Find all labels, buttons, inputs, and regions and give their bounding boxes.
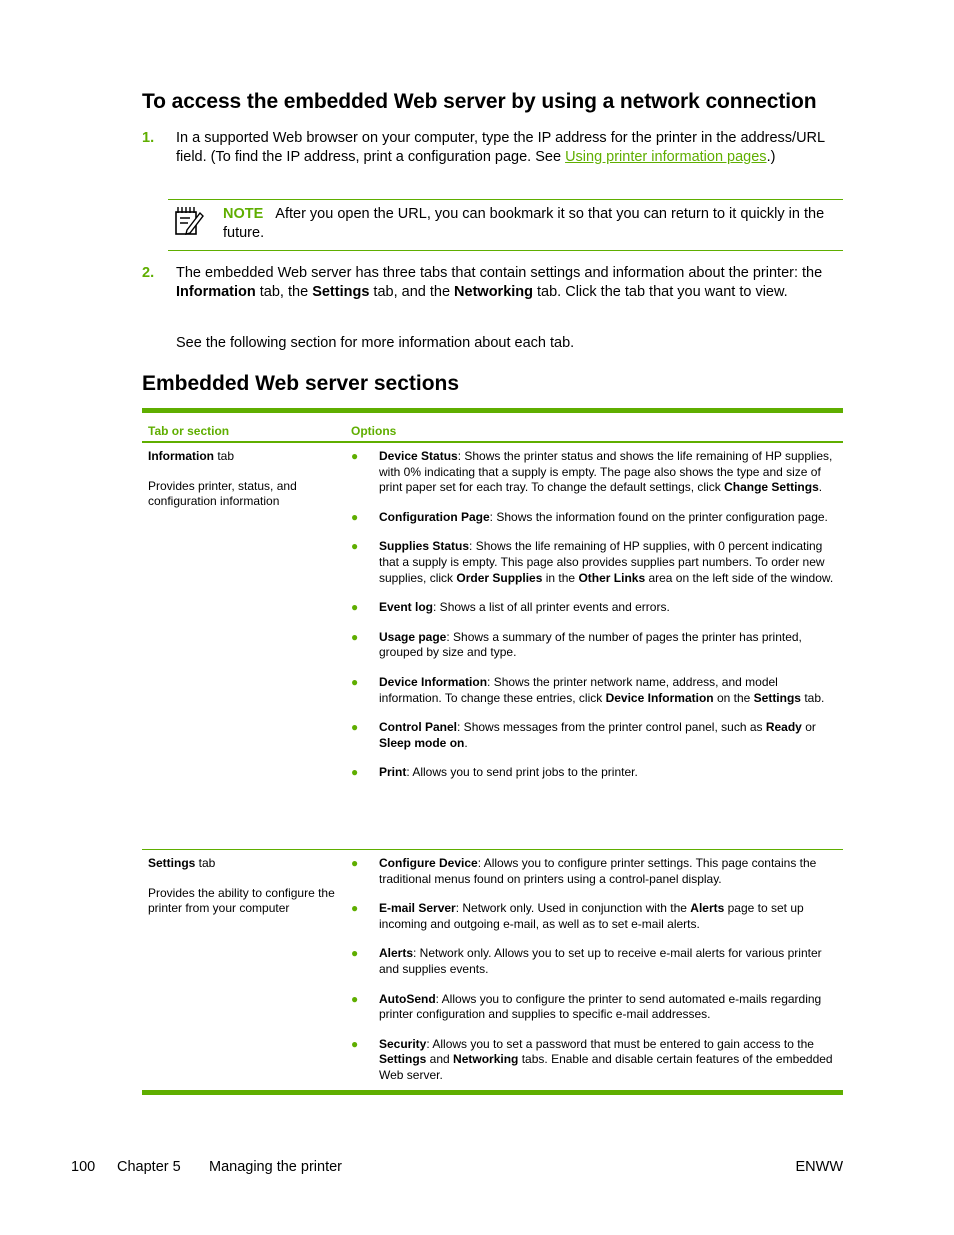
step-text-part: The embedded Web server has three tabs that contain settings and information about the printer: the (176, 265, 823, 281)
step-bold: Settings (312, 283, 370, 300)
footer-page-number: 100 (71, 1159, 96, 1175)
item-text: : Shows the printer network name, address, and model information. To change these entries, click (379, 674, 778, 705)
item-bold: Order Supplies (456, 570, 543, 585)
note-label: NOTE (223, 206, 264, 222)
bullet-icon: ● (351, 629, 359, 644)
bullet-icon: ● (351, 449, 359, 463)
step-2-paragraph: See the following section for more information about each tab. (176, 335, 575, 351)
table-row-settings (142, 850, 843, 1090)
tab-name-suffix: tab (214, 449, 235, 463)
note-box (168, 199, 843, 251)
row-label-cell (148, 449, 338, 510)
tab-name (148, 449, 338, 465)
footer-chapter: Chapter 5 (117, 1159, 181, 1175)
list-item (351, 449, 839, 496)
tab-name (148, 856, 338, 872)
item-text: on the (713, 690, 754, 705)
list-item (351, 946, 839, 977)
item-bold: Alerts (379, 946, 414, 961)
item-text: : Network only. Used in conjunction with the (455, 901, 691, 916)
list-item (351, 539, 839, 586)
item-bold: Alerts (690, 901, 725, 916)
item-bold: Supplies Status (379, 539, 470, 554)
item-text: page to set up incoming and outgoing e-mail, as well as to set e-mail alerts. (379, 901, 804, 931)
step-text-part: tab, and the (369, 283, 455, 300)
item-text: and (426, 1052, 454, 1067)
bullet-icon: ● (351, 509, 359, 524)
item-bold: Networking (453, 1052, 519, 1067)
item-text: tabs. Enable and disable certain features of the embedded Web server. (379, 1052, 833, 1082)
list-item (351, 901, 839, 932)
options-cell (351, 856, 839, 1098)
bullet-icon: ● (351, 856, 359, 870)
table-header (142, 413, 843, 443)
item-bold: Control Panel (379, 720, 458, 735)
footer-right: ENWW (795, 1159, 843, 1175)
step-text-part: tab. Click the tab that you want to view. (533, 283, 788, 300)
item-bold: Sleep mode on (379, 735, 465, 750)
item-bold: Settings (379, 1052, 427, 1067)
item-text: : Allows you to set a password that must be entered to gain access to the (426, 1036, 814, 1051)
item-bold: Device Status (379, 449, 458, 463)
step-text-part: .) (766, 148, 776, 165)
step-bold: Information (176, 283, 256, 300)
step-text (176, 264, 843, 301)
sections-heading: Embedded Web server sections (142, 372, 460, 395)
item-bold: Change Settings (724, 480, 819, 495)
item-text: : Shows the life remaining of HP supplies, with 0 percent indicating that a supply is empty. This page also provides supplies part numbers. To order new supplies, click (379, 539, 825, 585)
item-text: : Shows messages from the printer control panel, such as (457, 720, 766, 735)
item-bold: Settings (753, 690, 801, 705)
item-bold: Ready (765, 720, 802, 735)
note-body: After you open the URL, you can bookmark it so that you can return to it quickly in the future. (223, 206, 825, 241)
col-options-header: Options (351, 424, 397, 438)
list-item (351, 720, 839, 751)
list-item (351, 856, 839, 887)
item-text: : Allows you to send print jobs to the printer. (406, 765, 638, 780)
bullet-icon: ● (351, 901, 359, 916)
sections-table (142, 408, 843, 1095)
item-bold: Other Links (578, 570, 646, 585)
tab-description: Provides the ability to configure the printer from your computer (148, 885, 335, 916)
info-pages-link[interactable]: Using printer information pages (565, 148, 767, 165)
list-item (351, 1037, 839, 1084)
table-row-information (142, 443, 843, 850)
item-text: or (801, 720, 816, 735)
list-item (351, 600, 839, 616)
section-heading: To access the embedded Web server by using a network connection (142, 90, 817, 113)
item-text: area on the left side of the window. (645, 570, 834, 585)
bullet-icon: ● (351, 1036, 359, 1051)
step-1 (142, 129, 843, 166)
row-label-cell (148, 856, 338, 917)
bullet-icon: ● (351, 946, 359, 961)
step-number: 2. (142, 265, 155, 281)
item-text: . (818, 480, 823, 495)
bullet-icon: ● (351, 991, 359, 1006)
bullet-icon: ● (351, 720, 359, 735)
note-text (223, 205, 838, 242)
item-bold: E-mail Server (379, 901, 456, 916)
list-item (351, 992, 839, 1023)
item-text: : Shows the information found on the printer configuration page. (489, 509, 828, 524)
list-item (351, 510, 839, 526)
item-bold: Print (379, 765, 407, 780)
options-cell (351, 449, 839, 795)
note-pad-icon (173, 204, 205, 236)
item-text: . (464, 735, 468, 750)
tab-name-suffix: tab (195, 856, 216, 870)
list-item (351, 630, 839, 661)
step-text (176, 129, 843, 166)
list-item (351, 765, 839, 781)
item-bold: Event log (379, 600, 434, 615)
list-item (351, 675, 839, 706)
bullet-icon: ● (351, 674, 359, 689)
tab-name-bold: Information (148, 449, 214, 463)
tab-name-bold: Settings (148, 856, 196, 870)
item-bold: AutoSend (379, 991, 436, 1006)
step-text-part: In a supported Web browser on your computer, type the IP address for the printer in the address/URL field. (To find the IP address, print a configuration page. See (176, 130, 825, 165)
item-text: : Allows you to configure the printer to send automated e-mails regarding printer configuration and supplies to specific e-mail addresses. (379, 991, 822, 1022)
step-text-part: tab, the (255, 283, 313, 300)
item-text: : Shows a summary of the number of pages the printer has printed, grouped by size and type. (379, 629, 802, 660)
item-bold: Configuration Page (379, 509, 490, 524)
item-text: : Shows a list of all printer events and errors. (433, 600, 670, 615)
item-text: : Shows the printer status and shows the life remaining of HP supplies, with 0% indicating that a supply is empty. The page also shows the type and size of print paper set for each tray. To change the default settings, click (379, 449, 833, 495)
footer-chapter-title: Managing the printer (209, 1159, 342, 1175)
item-bold: Device Information (379, 674, 488, 689)
item-text: in the (542, 570, 579, 585)
item-bold: Configure Device (379, 856, 478, 870)
item-bold: Usage page (379, 629, 447, 644)
bullet-icon: ● (351, 600, 359, 615)
step-2 (142, 264, 843, 301)
item-text: : Network only. Allows you to set up to receive e-mail alerts for various printer and supplies events. (379, 946, 822, 976)
item-text: tab. (800, 690, 825, 705)
bullet-icon: ● (351, 539, 359, 554)
item-bold: Security (379, 1036, 427, 1051)
item-bold: Device Information (605, 690, 714, 705)
step-bold: Networking (454, 283, 533, 300)
col-tab-header: Tab or section (148, 424, 230, 438)
tab-description: Provides printer, status, and configuration information (148, 478, 297, 509)
item-text: : Allows you to configure printer settings. This page contains the traditional menus found on printers using a control-panel display. (379, 856, 817, 886)
step-number: 1. (142, 130, 155, 146)
bullet-icon: ● (351, 765, 359, 780)
